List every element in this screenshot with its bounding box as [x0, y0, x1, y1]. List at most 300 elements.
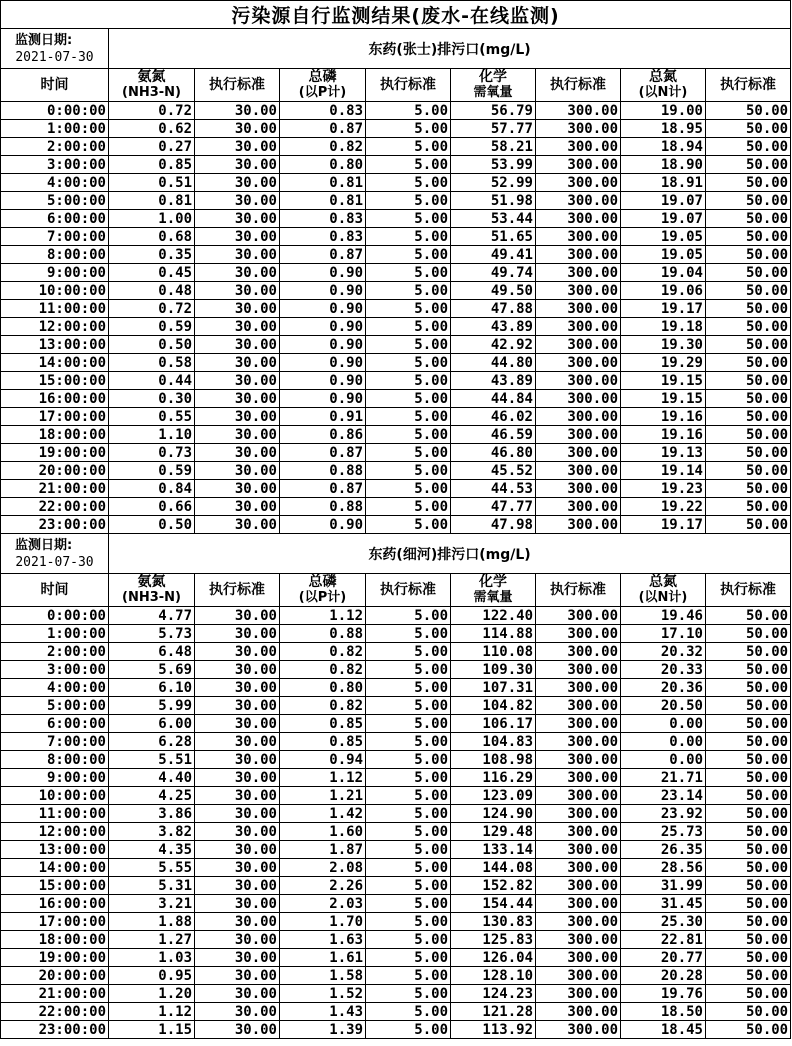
- value-cell: 50.00: [706, 390, 791, 408]
- value-cell: 50.00: [706, 156, 791, 174]
- time-cell: 13:00:00: [1, 841, 109, 859]
- time-cell: 22:00:00: [1, 498, 109, 516]
- value-cell: 1.52: [280, 985, 366, 1003]
- time-cell: 0:00:00: [1, 102, 109, 120]
- value-cell: 19.30: [621, 336, 706, 354]
- value-cell: 144.08: [451, 859, 536, 877]
- value-cell: 133.14: [451, 841, 536, 859]
- header-ammonia-line1: 氨氮: [137, 574, 166, 590]
- value-cell: 116.29: [451, 769, 536, 787]
- value-cell: 49.41: [451, 246, 536, 264]
- value-cell: 5.00: [366, 949, 451, 967]
- time-cell: 8:00:00: [1, 751, 109, 769]
- value-cell: 30.00: [195, 354, 280, 372]
- value-cell: 30.00: [195, 661, 280, 679]
- value-cell: 0.59: [109, 462, 195, 480]
- value-cell: 0.68: [109, 228, 195, 246]
- value-cell: 30.00: [195, 841, 280, 859]
- value-cell: 300.00: [536, 210, 621, 228]
- table-row: [1, 498, 791, 516]
- value-cell: 6.10: [109, 679, 195, 697]
- value-cell: 30.00: [195, 913, 280, 931]
- value-cell: 50.00: [706, 769, 791, 787]
- value-cell: 5.00: [366, 444, 451, 462]
- time-cell: 22:00:00: [1, 1003, 109, 1021]
- time-cell: 3:00:00: [1, 156, 109, 174]
- value-cell: 300.00: [536, 318, 621, 336]
- value-cell: 30.00: [195, 715, 280, 733]
- value-cell: 47.88: [451, 300, 536, 318]
- value-cell: 0.94: [280, 751, 366, 769]
- value-cell: 0.86: [280, 426, 366, 444]
- value-cell: 58.21: [451, 138, 536, 156]
- value-cell: 5.99: [109, 697, 195, 715]
- header-phosphorus-line1: 总磷: [308, 574, 337, 590]
- value-cell: 4.25: [109, 787, 195, 805]
- value-cell: 5.00: [366, 931, 451, 949]
- table-row: [1, 408, 791, 426]
- value-cell: 1.12: [280, 607, 366, 625]
- time-cell: 9:00:00: [1, 769, 109, 787]
- value-cell: 50.00: [706, 625, 791, 643]
- time-cell: 21:00:00: [1, 480, 109, 498]
- value-cell: 50.00: [706, 210, 791, 228]
- value-cell: 47.98: [451, 516, 536, 534]
- header-nitrogen-line1: 总氮: [649, 69, 677, 85]
- table-row: [1, 174, 791, 192]
- value-cell: 50.00: [706, 462, 791, 480]
- value-cell: 50.00: [706, 607, 791, 625]
- value-cell: 300.00: [536, 769, 621, 787]
- value-cell: 1.42: [280, 805, 366, 823]
- value-cell: 47.77: [451, 498, 536, 516]
- table-row: [1, 877, 791, 895]
- value-cell: 30.00: [195, 967, 280, 985]
- header-phosphorus-line1: 总磷: [308, 69, 337, 85]
- value-cell: 300.00: [536, 1021, 621, 1039]
- value-cell: 5.00: [366, 751, 451, 769]
- time-cell: 3:00:00: [1, 661, 109, 679]
- table-row: [1, 246, 791, 264]
- time-cell: 20:00:00: [1, 967, 109, 985]
- value-cell: 5.00: [366, 823, 451, 841]
- time-cell: 8:00:00: [1, 246, 109, 264]
- value-cell: 30.00: [195, 426, 280, 444]
- time-cell: 14:00:00: [1, 859, 109, 877]
- value-cell: 300.00: [536, 805, 621, 823]
- value-cell: 300.00: [536, 174, 621, 192]
- value-cell: 49.50: [451, 282, 536, 300]
- section-header: [1, 534, 791, 574]
- table-row: [1, 210, 791, 228]
- value-cell: 128.10: [451, 967, 536, 985]
- time-cell: 17:00:00: [1, 408, 109, 426]
- header-ammonia: [109, 574, 195, 607]
- value-cell: 107.31: [451, 679, 536, 697]
- time-cell: 6:00:00: [1, 210, 109, 228]
- value-cell: 5.00: [366, 228, 451, 246]
- value-cell: 300.00: [536, 715, 621, 733]
- value-cell: 300.00: [536, 823, 621, 841]
- value-cell: 1.63: [280, 931, 366, 949]
- value-cell: 20.32: [621, 643, 706, 661]
- table-row: [1, 949, 791, 967]
- value-cell: 50.00: [706, 823, 791, 841]
- value-cell: 1.70: [280, 913, 366, 931]
- value-cell: 30.00: [195, 625, 280, 643]
- value-cell: 0.48: [109, 282, 195, 300]
- value-cell: 20.77: [621, 949, 706, 967]
- value-cell: 104.83: [451, 733, 536, 751]
- header-ammonia-line2: (NH3-N): [122, 590, 181, 605]
- value-cell: 30.00: [195, 228, 280, 246]
- value-cell: 6.48: [109, 643, 195, 661]
- value-cell: 300.00: [536, 1003, 621, 1021]
- value-cell: 2.26: [280, 877, 366, 895]
- value-cell: 30.00: [195, 210, 280, 228]
- time-cell: 1:00:00: [1, 120, 109, 138]
- value-cell: 19.17: [621, 516, 706, 534]
- value-cell: 5.00: [366, 282, 451, 300]
- value-cell: 122.40: [451, 607, 536, 625]
- value-cell: 0.83: [280, 228, 366, 246]
- value-cell: 300.00: [536, 264, 621, 282]
- table-row: [1, 120, 791, 138]
- value-cell: 3.86: [109, 805, 195, 823]
- value-cell: 50.00: [706, 913, 791, 931]
- table-row: [1, 859, 791, 877]
- value-cell: 18.90: [621, 156, 706, 174]
- value-cell: 124.23: [451, 985, 536, 1003]
- value-cell: 300.00: [536, 192, 621, 210]
- value-cell: 0.58: [109, 354, 195, 372]
- value-cell: 50.00: [706, 408, 791, 426]
- time-cell: 9:00:00: [1, 264, 109, 282]
- table-row: [1, 715, 791, 733]
- value-cell: 50.00: [706, 967, 791, 985]
- value-cell: 23.92: [621, 805, 706, 823]
- value-cell: 300.00: [536, 949, 621, 967]
- table-row: [1, 985, 791, 1003]
- value-cell: 0.82: [280, 697, 366, 715]
- value-cell: 0.66: [109, 498, 195, 516]
- value-cell: 19.07: [621, 192, 706, 210]
- value-cell: 108.98: [451, 751, 536, 769]
- table-row: [1, 967, 791, 985]
- value-cell: 0.27: [109, 138, 195, 156]
- monitoring-date-cell: [1, 534, 109, 574]
- value-cell: 30.00: [195, 607, 280, 625]
- value-cell: 0.35: [109, 246, 195, 264]
- value-cell: 114.88: [451, 625, 536, 643]
- outlet-name: 东药(细河)排污口(mg/L): [109, 534, 791, 574]
- value-cell: 30.00: [195, 733, 280, 751]
- header-standard: 执行标准: [195, 574, 280, 607]
- header-nitrogen: [621, 574, 706, 607]
- value-cell: 126.04: [451, 949, 536, 967]
- value-cell: 0.30: [109, 390, 195, 408]
- value-cell: 0.82: [280, 138, 366, 156]
- time-cell: 2:00:00: [1, 138, 109, 156]
- value-cell: 5.00: [366, 120, 451, 138]
- section-header: [1, 29, 791, 69]
- value-cell: 46.80: [451, 444, 536, 462]
- table-row: [1, 336, 791, 354]
- time-cell: 20:00:00: [1, 462, 109, 480]
- time-cell: 6:00:00: [1, 715, 109, 733]
- value-cell: 30.00: [195, 949, 280, 967]
- value-cell: 30.00: [195, 300, 280, 318]
- table-row: [1, 841, 791, 859]
- table-row: [1, 282, 791, 300]
- value-cell: 1.60: [280, 823, 366, 841]
- value-cell: 300.00: [536, 733, 621, 751]
- value-cell: 0.45: [109, 264, 195, 282]
- value-cell: 300.00: [536, 408, 621, 426]
- value-cell: 0.88: [280, 462, 366, 480]
- value-cell: 5.00: [366, 877, 451, 895]
- time-cell: 12:00:00: [1, 318, 109, 336]
- value-cell: 30.00: [195, 444, 280, 462]
- value-cell: 44.53: [451, 480, 536, 498]
- value-cell: 0.90: [280, 300, 366, 318]
- header-nitrogen-line2: (以N计): [638, 85, 688, 100]
- value-cell: 19.15: [621, 390, 706, 408]
- value-cell: 50.00: [706, 1021, 791, 1039]
- value-cell: 1.61: [280, 949, 366, 967]
- value-cell: 31.45: [621, 895, 706, 913]
- value-cell: 2.03: [280, 895, 366, 913]
- value-cell: 5.00: [366, 769, 451, 787]
- value-cell: 124.90: [451, 805, 536, 823]
- time-cell: 15:00:00: [1, 877, 109, 895]
- value-cell: 5.00: [366, 192, 451, 210]
- value-cell: 43.89: [451, 372, 536, 390]
- value-cell: 4.77: [109, 607, 195, 625]
- value-cell: 50.00: [706, 715, 791, 733]
- value-cell: 300.00: [536, 967, 621, 985]
- value-cell: 300.00: [536, 516, 621, 534]
- value-cell: 50.00: [706, 697, 791, 715]
- time-cell: 5:00:00: [1, 697, 109, 715]
- value-cell: 30.00: [195, 751, 280, 769]
- table-row: [1, 516, 791, 534]
- value-cell: 113.92: [451, 1021, 536, 1039]
- value-cell: 20.50: [621, 697, 706, 715]
- value-cell: 300.00: [536, 138, 621, 156]
- value-cell: 50.00: [706, 336, 791, 354]
- value-cell: 5.00: [366, 859, 451, 877]
- value-cell: 121.28: [451, 1003, 536, 1021]
- table-row: [1, 462, 791, 480]
- header-standard: 执行标准: [536, 574, 621, 607]
- value-cell: 50.00: [706, 282, 791, 300]
- header-standard: 执行标准: [536, 69, 621, 102]
- table-row: [1, 697, 791, 715]
- header-cod: [451, 574, 536, 607]
- value-cell: 300.00: [536, 300, 621, 318]
- value-cell: 300.00: [536, 607, 621, 625]
- value-cell: 30.00: [195, 895, 280, 913]
- value-cell: 6.00: [109, 715, 195, 733]
- value-cell: 0.90: [280, 282, 366, 300]
- value-cell: 1.15: [109, 1021, 195, 1039]
- value-cell: 50.00: [706, 498, 791, 516]
- value-cell: 51.98: [451, 192, 536, 210]
- value-cell: 50.00: [706, 480, 791, 498]
- value-cell: 52.99: [451, 174, 536, 192]
- value-cell: 104.82: [451, 697, 536, 715]
- header-ammonia: [109, 69, 195, 102]
- table-row: [1, 318, 791, 336]
- value-cell: 5.00: [366, 967, 451, 985]
- value-cell: 19.23: [621, 480, 706, 498]
- time-cell: 16:00:00: [1, 895, 109, 913]
- value-cell: 5.00: [366, 1003, 451, 1021]
- value-cell: 30.00: [195, 679, 280, 697]
- value-cell: 19.16: [621, 408, 706, 426]
- value-cell: 0.95: [109, 967, 195, 985]
- table-row: [1, 426, 791, 444]
- value-cell: 300.00: [536, 895, 621, 913]
- table-row: [1, 733, 791, 751]
- value-cell: 30.00: [195, 1021, 280, 1039]
- value-cell: 130.83: [451, 913, 536, 931]
- value-cell: 30.00: [195, 408, 280, 426]
- time-cell: 17:00:00: [1, 913, 109, 931]
- table-row: [1, 1003, 791, 1021]
- table-row: [1, 444, 791, 462]
- value-cell: 30.00: [195, 282, 280, 300]
- value-cell: 5.00: [366, 246, 451, 264]
- value-cell: 23.14: [621, 787, 706, 805]
- value-cell: 5.00: [366, 138, 451, 156]
- value-cell: 1.12: [280, 769, 366, 787]
- time-cell: 7:00:00: [1, 228, 109, 246]
- monitoring-date-cell: [1, 29, 109, 69]
- header-time: 时间: [1, 574, 109, 607]
- value-cell: 30.00: [195, 156, 280, 174]
- header-ammonia-line2: (NH3-N): [122, 85, 181, 100]
- header-standard: 执行标准: [366, 69, 451, 102]
- value-cell: 56.79: [451, 102, 536, 120]
- value-cell: 30.00: [195, 102, 280, 120]
- value-cell: 5.00: [366, 462, 451, 480]
- value-cell: 22.81: [621, 931, 706, 949]
- value-cell: 1.03: [109, 949, 195, 967]
- value-cell: 4.35: [109, 841, 195, 859]
- value-cell: 0.88: [280, 625, 366, 643]
- value-cell: 50.00: [706, 1003, 791, 1021]
- value-cell: 30.00: [195, 318, 280, 336]
- value-cell: 4.40: [109, 769, 195, 787]
- value-cell: 19.15: [621, 372, 706, 390]
- value-cell: 300.00: [536, 787, 621, 805]
- value-cell: 300.00: [536, 498, 621, 516]
- monitoring-date-value: 2021-07-30: [15, 49, 94, 65]
- value-cell: 300.00: [536, 859, 621, 877]
- value-cell: 300.00: [536, 120, 621, 138]
- value-cell: 30.00: [195, 859, 280, 877]
- time-cell: 5:00:00: [1, 192, 109, 210]
- value-cell: 0.90: [280, 516, 366, 534]
- value-cell: 0.72: [109, 300, 195, 318]
- value-cell: 0.82: [280, 643, 366, 661]
- header-standard: 执行标准: [195, 69, 280, 102]
- table-row: [1, 823, 791, 841]
- value-cell: 5.00: [366, 841, 451, 859]
- time-cell: 19:00:00: [1, 444, 109, 462]
- value-cell: 30.00: [195, 643, 280, 661]
- value-cell: 50.00: [706, 787, 791, 805]
- header-phosphorus-line2: (以P计): [298, 590, 347, 605]
- value-cell: 0.83: [280, 210, 366, 228]
- value-cell: 0.87: [280, 246, 366, 264]
- value-cell: 5.00: [366, 300, 451, 318]
- value-cell: 19.13: [621, 444, 706, 462]
- report-title: 污染源自行监测结果(废水-在线监测): [1, 1, 791, 29]
- value-cell: 50.00: [706, 895, 791, 913]
- value-cell: 1.00: [109, 210, 195, 228]
- value-cell: 30.00: [195, 823, 280, 841]
- header-time: 时间: [1, 69, 109, 102]
- value-cell: 50.00: [706, 318, 791, 336]
- value-cell: 50.00: [706, 661, 791, 679]
- value-cell: 129.48: [451, 823, 536, 841]
- value-cell: 5.00: [366, 643, 451, 661]
- value-cell: 0.90: [280, 264, 366, 282]
- value-cell: 0.87: [280, 444, 366, 462]
- value-cell: 53.44: [451, 210, 536, 228]
- value-cell: 1.20: [109, 985, 195, 1003]
- value-cell: 0.62: [109, 120, 195, 138]
- value-cell: 18.50: [621, 1003, 706, 1021]
- value-cell: 0.00: [621, 733, 706, 751]
- value-cell: 57.77: [451, 120, 536, 138]
- time-cell: 11:00:00: [1, 805, 109, 823]
- value-cell: 50.00: [706, 300, 791, 318]
- value-cell: 25.73: [621, 823, 706, 841]
- value-cell: 30.00: [195, 192, 280, 210]
- value-cell: 0.73: [109, 444, 195, 462]
- value-cell: 19.00: [621, 102, 706, 120]
- value-cell: 300.00: [536, 462, 621, 480]
- value-cell: 28.56: [621, 859, 706, 877]
- value-cell: 5.00: [366, 426, 451, 444]
- monitoring-date-label: 监测日期:: [15, 32, 73, 48]
- value-cell: 1.88: [109, 913, 195, 931]
- value-cell: 50.00: [706, 985, 791, 1003]
- value-cell: 30.00: [195, 246, 280, 264]
- value-cell: 1.10: [109, 426, 195, 444]
- value-cell: 3.82: [109, 823, 195, 841]
- value-cell: 5.31: [109, 877, 195, 895]
- value-cell: 5.00: [366, 625, 451, 643]
- value-cell: 0.59: [109, 318, 195, 336]
- table-row: [1, 138, 791, 156]
- value-cell: 18.95: [621, 120, 706, 138]
- header-cod: [451, 69, 536, 102]
- table-row: [1, 607, 791, 625]
- value-cell: 300.00: [536, 156, 621, 174]
- value-cell: 5.00: [366, 264, 451, 282]
- value-cell: 125.83: [451, 931, 536, 949]
- value-cell: 50.00: [706, 877, 791, 895]
- value-cell: 5.00: [366, 480, 451, 498]
- value-cell: 300.00: [536, 390, 621, 408]
- value-cell: 19.29: [621, 354, 706, 372]
- value-cell: 30.00: [195, 787, 280, 805]
